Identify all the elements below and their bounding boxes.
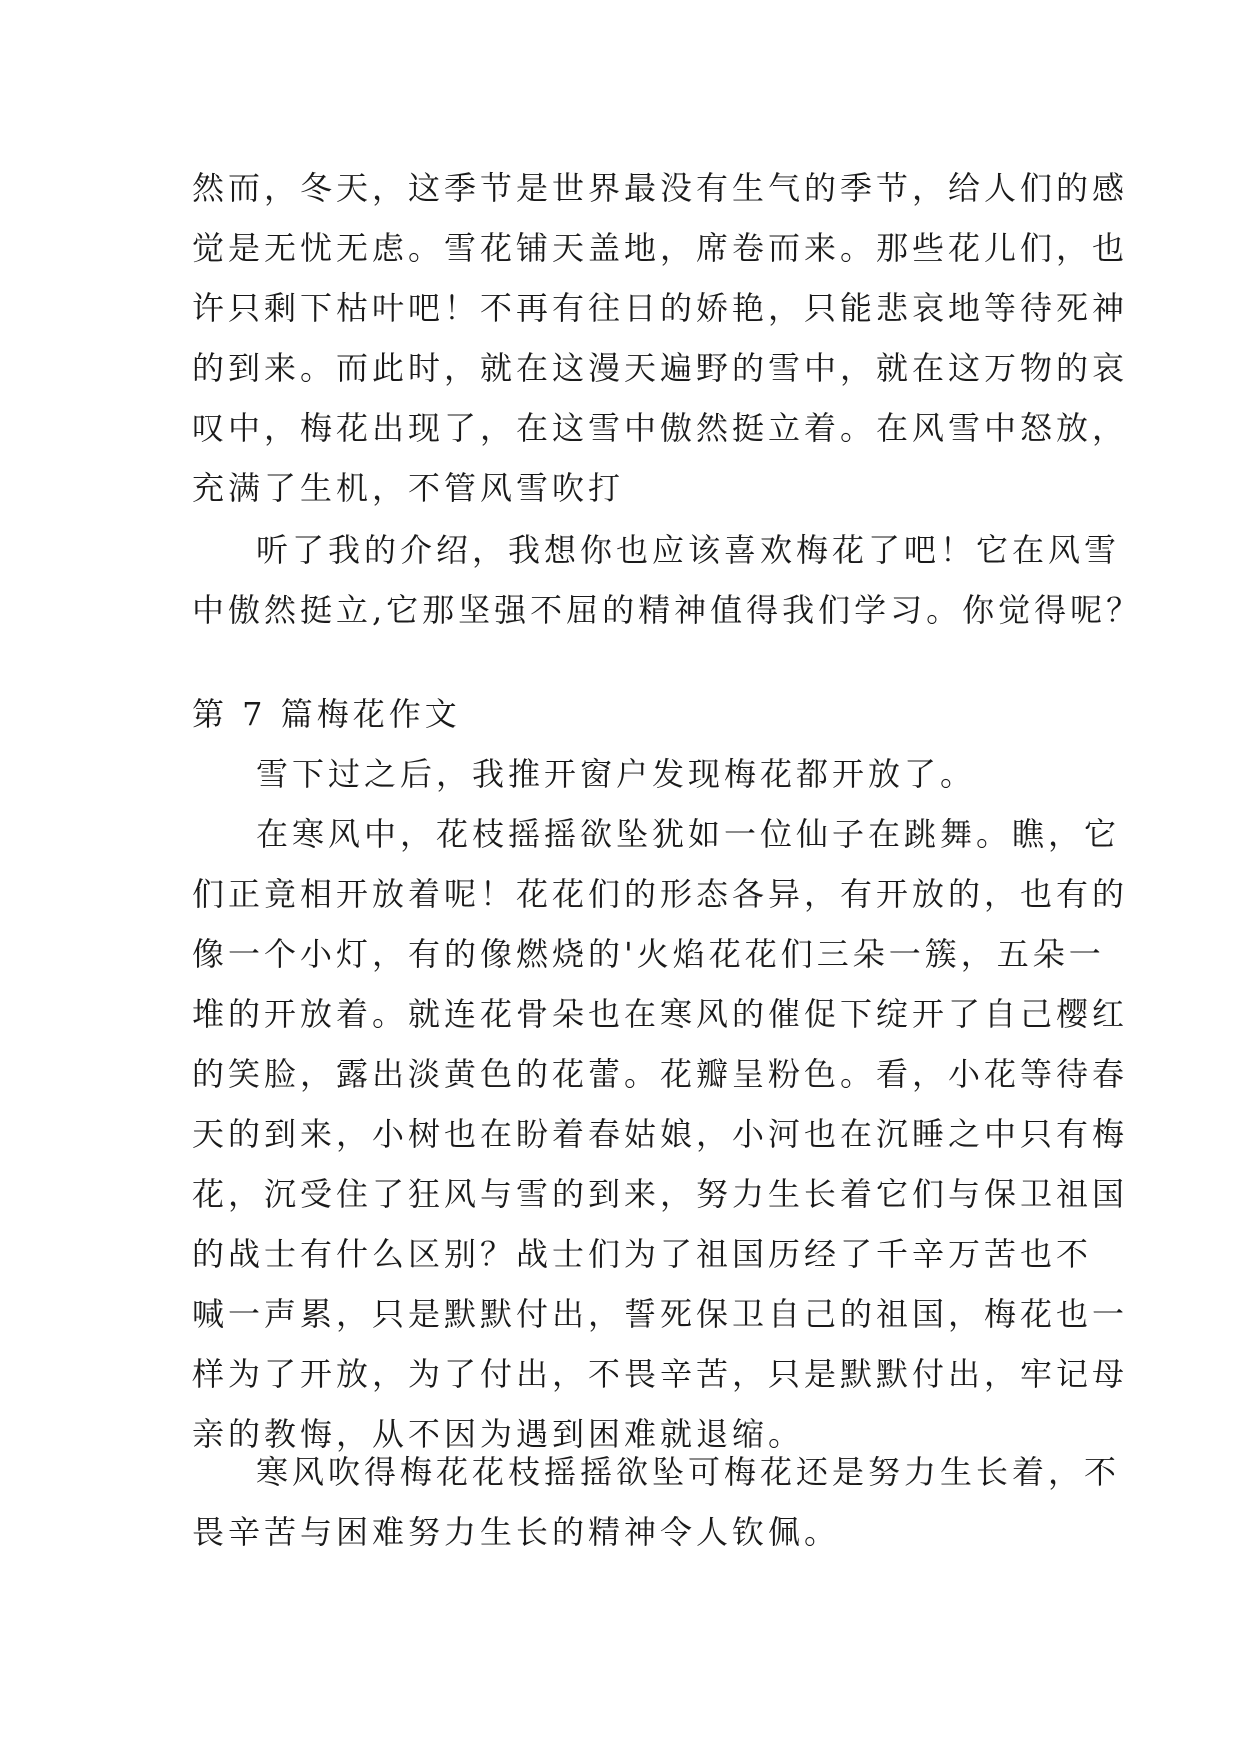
text-line: 许只剩下枯叶吧！不再有往日的娇艳，只能悲哀地等待死神 xyxy=(192,289,1129,327)
text-line: 中傲然挺立,它那坚强不屈的精神值得我们学习。你觉得呢？ xyxy=(192,591,1143,629)
section-heading xyxy=(192,684,1072,744)
text-line: 堆的开放着。就连花骨朵也在寒风的催促下绽开了自己樱红 xyxy=(192,995,1129,1033)
text-line: 雪下过之后，我推开窗户发现梅花都开放了。 xyxy=(256,755,977,793)
paragraph-prev-1 xyxy=(192,158,1129,518)
paragraph-2 xyxy=(192,804,1129,1464)
paragraph-3 xyxy=(192,1442,1121,1562)
text-line: 的战士有什么区别？战士们为了祖国历经了千辛万苦也不 xyxy=(192,1235,1093,1273)
text-line: 像一个小灯，有的像燃烧的'火焰花花们三朵一簇，五朵一 xyxy=(192,935,1105,973)
text-line: 听了我的介绍，我想你也应该喜欢梅花了吧！它在风雪 xyxy=(256,531,1121,569)
paragraph-1 xyxy=(192,744,1072,804)
text-line: 叹中，梅花出现了，在这雪中傲然挺立着。在风雪中怒放， xyxy=(192,409,1129,447)
heading-text: 第 7 篇梅花作文 xyxy=(192,695,461,733)
text-line: 们正竟相开放着呢！花花们的形态各异，有开放的，也有的 xyxy=(192,875,1129,913)
text-line: 觉是无忧无虑。雪花铺天盖地，席卷而来。那些花儿们，也 xyxy=(192,229,1129,267)
paragraph-prev-2 xyxy=(192,520,1143,640)
text-line: 的到来。而此时，就在这漫天遍野的雪中，就在这万物的哀 xyxy=(192,349,1129,387)
text-line: 寒风吹得梅花花枝摇摇欲坠可梅花还是努力生长着，不 xyxy=(256,1453,1121,1491)
text-line: 在寒风中，花枝摇摇欲坠犹如一位仙子在跳舞。瞧，它 xyxy=(256,815,1121,853)
text-line: 畏辛苦与困难努力生长的精神令人钦佩。 xyxy=(192,1513,841,1551)
text-line: 亲的教悔，从不因为遇到困难就退缩。 xyxy=(192,1415,805,1453)
text-line: 充满了生机，不管风雪吹打 xyxy=(192,469,625,507)
text-line: 的笑脸，露出淡黄色的花蕾。花瓣呈粉色。看，小花等待春 xyxy=(192,1055,1129,1093)
text-line: 样为了开放，为了付出，不畏辛苦，只是默默付出，牢记母 xyxy=(192,1355,1129,1393)
text-line: 天的到来，小树也在盼着春姑娘，小河也在沉睡之中只有梅 xyxy=(192,1115,1129,1153)
text-line: 喊一声累，只是默默付出，誓死保卫自己的祖国，梅花也一 xyxy=(192,1295,1129,1333)
text-line: 花，沉受住了狂风与雪的到来，努力生长着它们与保卫祖国 xyxy=(192,1175,1129,1213)
text-line: 然而，冬天，这季节是世界最没有生气的季节，给人们的感 xyxy=(192,169,1129,207)
